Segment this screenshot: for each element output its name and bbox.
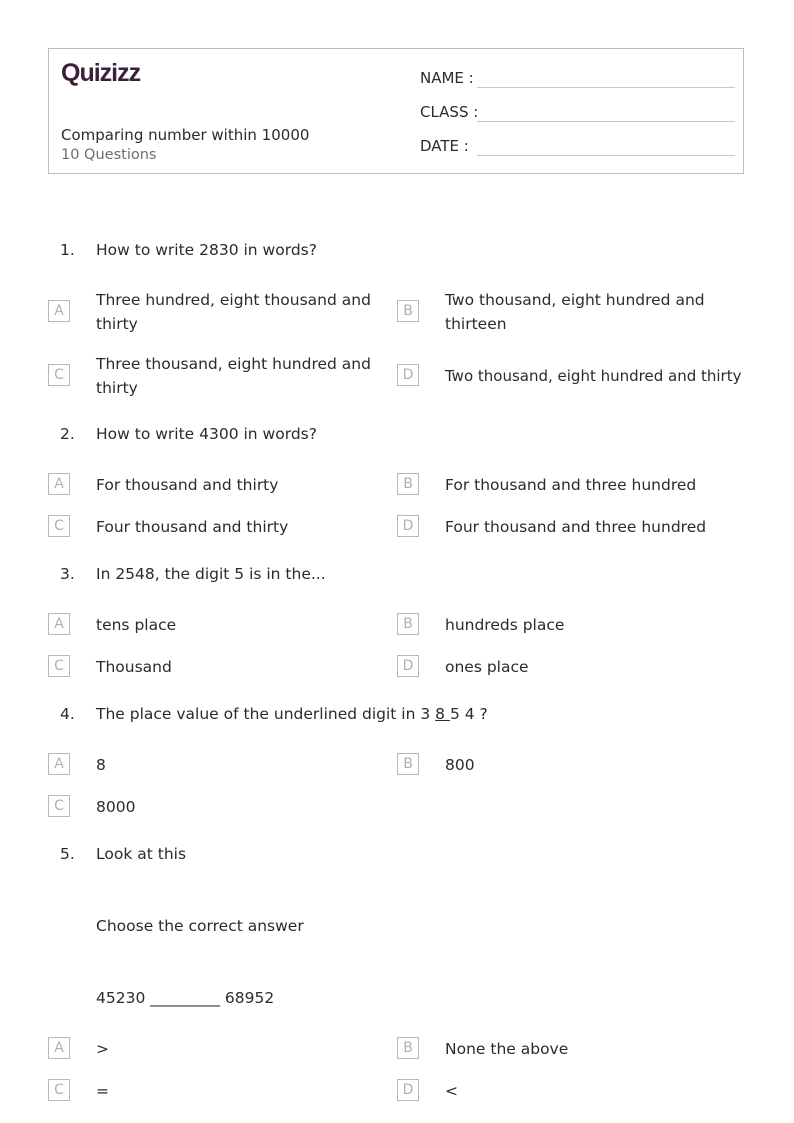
class-label: CLASS : — [420, 103, 479, 121]
option-letter-box[interactable]: B — [397, 300, 419, 322]
worksheet-title: Comparing number within 10000 — [61, 126, 310, 144]
question-text: How to write 2830 in words? — [96, 241, 317, 259]
option-letter-box[interactable]: B — [397, 613, 419, 635]
question-number: 3. — [60, 565, 75, 583]
option-letter-box[interactable]: C — [48, 364, 70, 386]
question-number: 4. — [60, 705, 75, 723]
option-letter-box[interactable]: A — [48, 1037, 70, 1059]
question-text-before: The place value of the underlined digit in 3 — [96, 705, 436, 723]
quizizz-logo: Quizizz — [61, 59, 141, 87]
option-letter-box[interactable]: B — [397, 753, 419, 775]
option-letter-box[interactable]: D — [397, 364, 419, 386]
date-field[interactable] — [420, 135, 735, 159]
option-text: Three thousand, eight hundred and thirty — [96, 355, 371, 397]
option-text: = — [96, 1082, 109, 1100]
question-count: 10 Questions — [61, 147, 157, 163]
question-5-comparison: 45230 _________ 68952 — [96, 989, 275, 1007]
option-text: For thousand and three hundred — [445, 476, 697, 494]
question-number: 2. — [60, 425, 75, 443]
name-field[interactable] — [420, 67, 735, 91]
option-text: Three hundred, eight thousand and thirty — [96, 291, 371, 333]
option-letter-box[interactable]: D — [397, 1079, 419, 1101]
question-text: In 2548, the digit 5 is in the... — [96, 565, 326, 583]
option-letter-box[interactable]: A — [48, 473, 70, 495]
date-label: DATE : — [420, 137, 469, 155]
question-text-after: 5 4 ? — [449, 705, 488, 723]
question-5-instruction: Choose the correct answer — [96, 917, 304, 935]
name-label: NAME : — [420, 69, 474, 87]
option-text: Four thousand and thirty — [96, 518, 289, 536]
option-text: None the above — [445, 1040, 569, 1058]
option-text: Thousand — [96, 658, 172, 676]
question-text: How to write 4300 in words? — [96, 425, 317, 443]
option-letter-box[interactable]: A — [48, 613, 70, 635]
option-text: 8000 — [96, 798, 136, 816]
option-letter-box[interactable]: A — [48, 753, 70, 775]
option-text: ones place — [445, 658, 529, 676]
option-letter-box[interactable]: C — [48, 655, 70, 677]
option-text: < — [445, 1082, 458, 1100]
question-text — [96, 705, 488, 723]
option-text: For thousand and thirty — [96, 476, 279, 494]
option-letter-box[interactable]: C — [48, 1079, 70, 1101]
class-field[interactable] — [420, 101, 735, 125]
worksheet-header — [48, 48, 744, 174]
option-text: hundreds place — [445, 616, 565, 634]
option-text: Two thousand, eight hundred and thirteen — [445, 291, 705, 333]
option-text: Two thousand, eight hundred and thirty — [445, 367, 742, 385]
question-text: Look at this — [96, 845, 187, 863]
question-number: 1. — [60, 241, 75, 259]
option-text: tens place — [96, 616, 177, 634]
option-letter-box[interactable]: D — [397, 655, 419, 677]
date-line[interactable] — [477, 155, 735, 156]
option-letter-box[interactable]: B — [397, 473, 419, 495]
option-text: 8 — [96, 756, 106, 774]
option-letter-box[interactable]: B — [397, 1037, 419, 1059]
option-text: > — [96, 1040, 109, 1058]
option-letter-box[interactable]: D — [397, 515, 419, 537]
question-number: 5. — [60, 845, 75, 863]
underlined-digit: 8 — [435, 705, 450, 723]
option-text: Four thousand and three hundred — [445, 518, 707, 536]
name-line[interactable] — [477, 87, 735, 88]
option-letter-box[interactable]: C — [48, 795, 70, 817]
option-letter-box[interactable]: A — [48, 300, 70, 322]
class-line[interactable] — [477, 121, 735, 122]
option-letter-box[interactable]: C — [48, 515, 70, 537]
option-text: 800 — [445, 756, 475, 774]
